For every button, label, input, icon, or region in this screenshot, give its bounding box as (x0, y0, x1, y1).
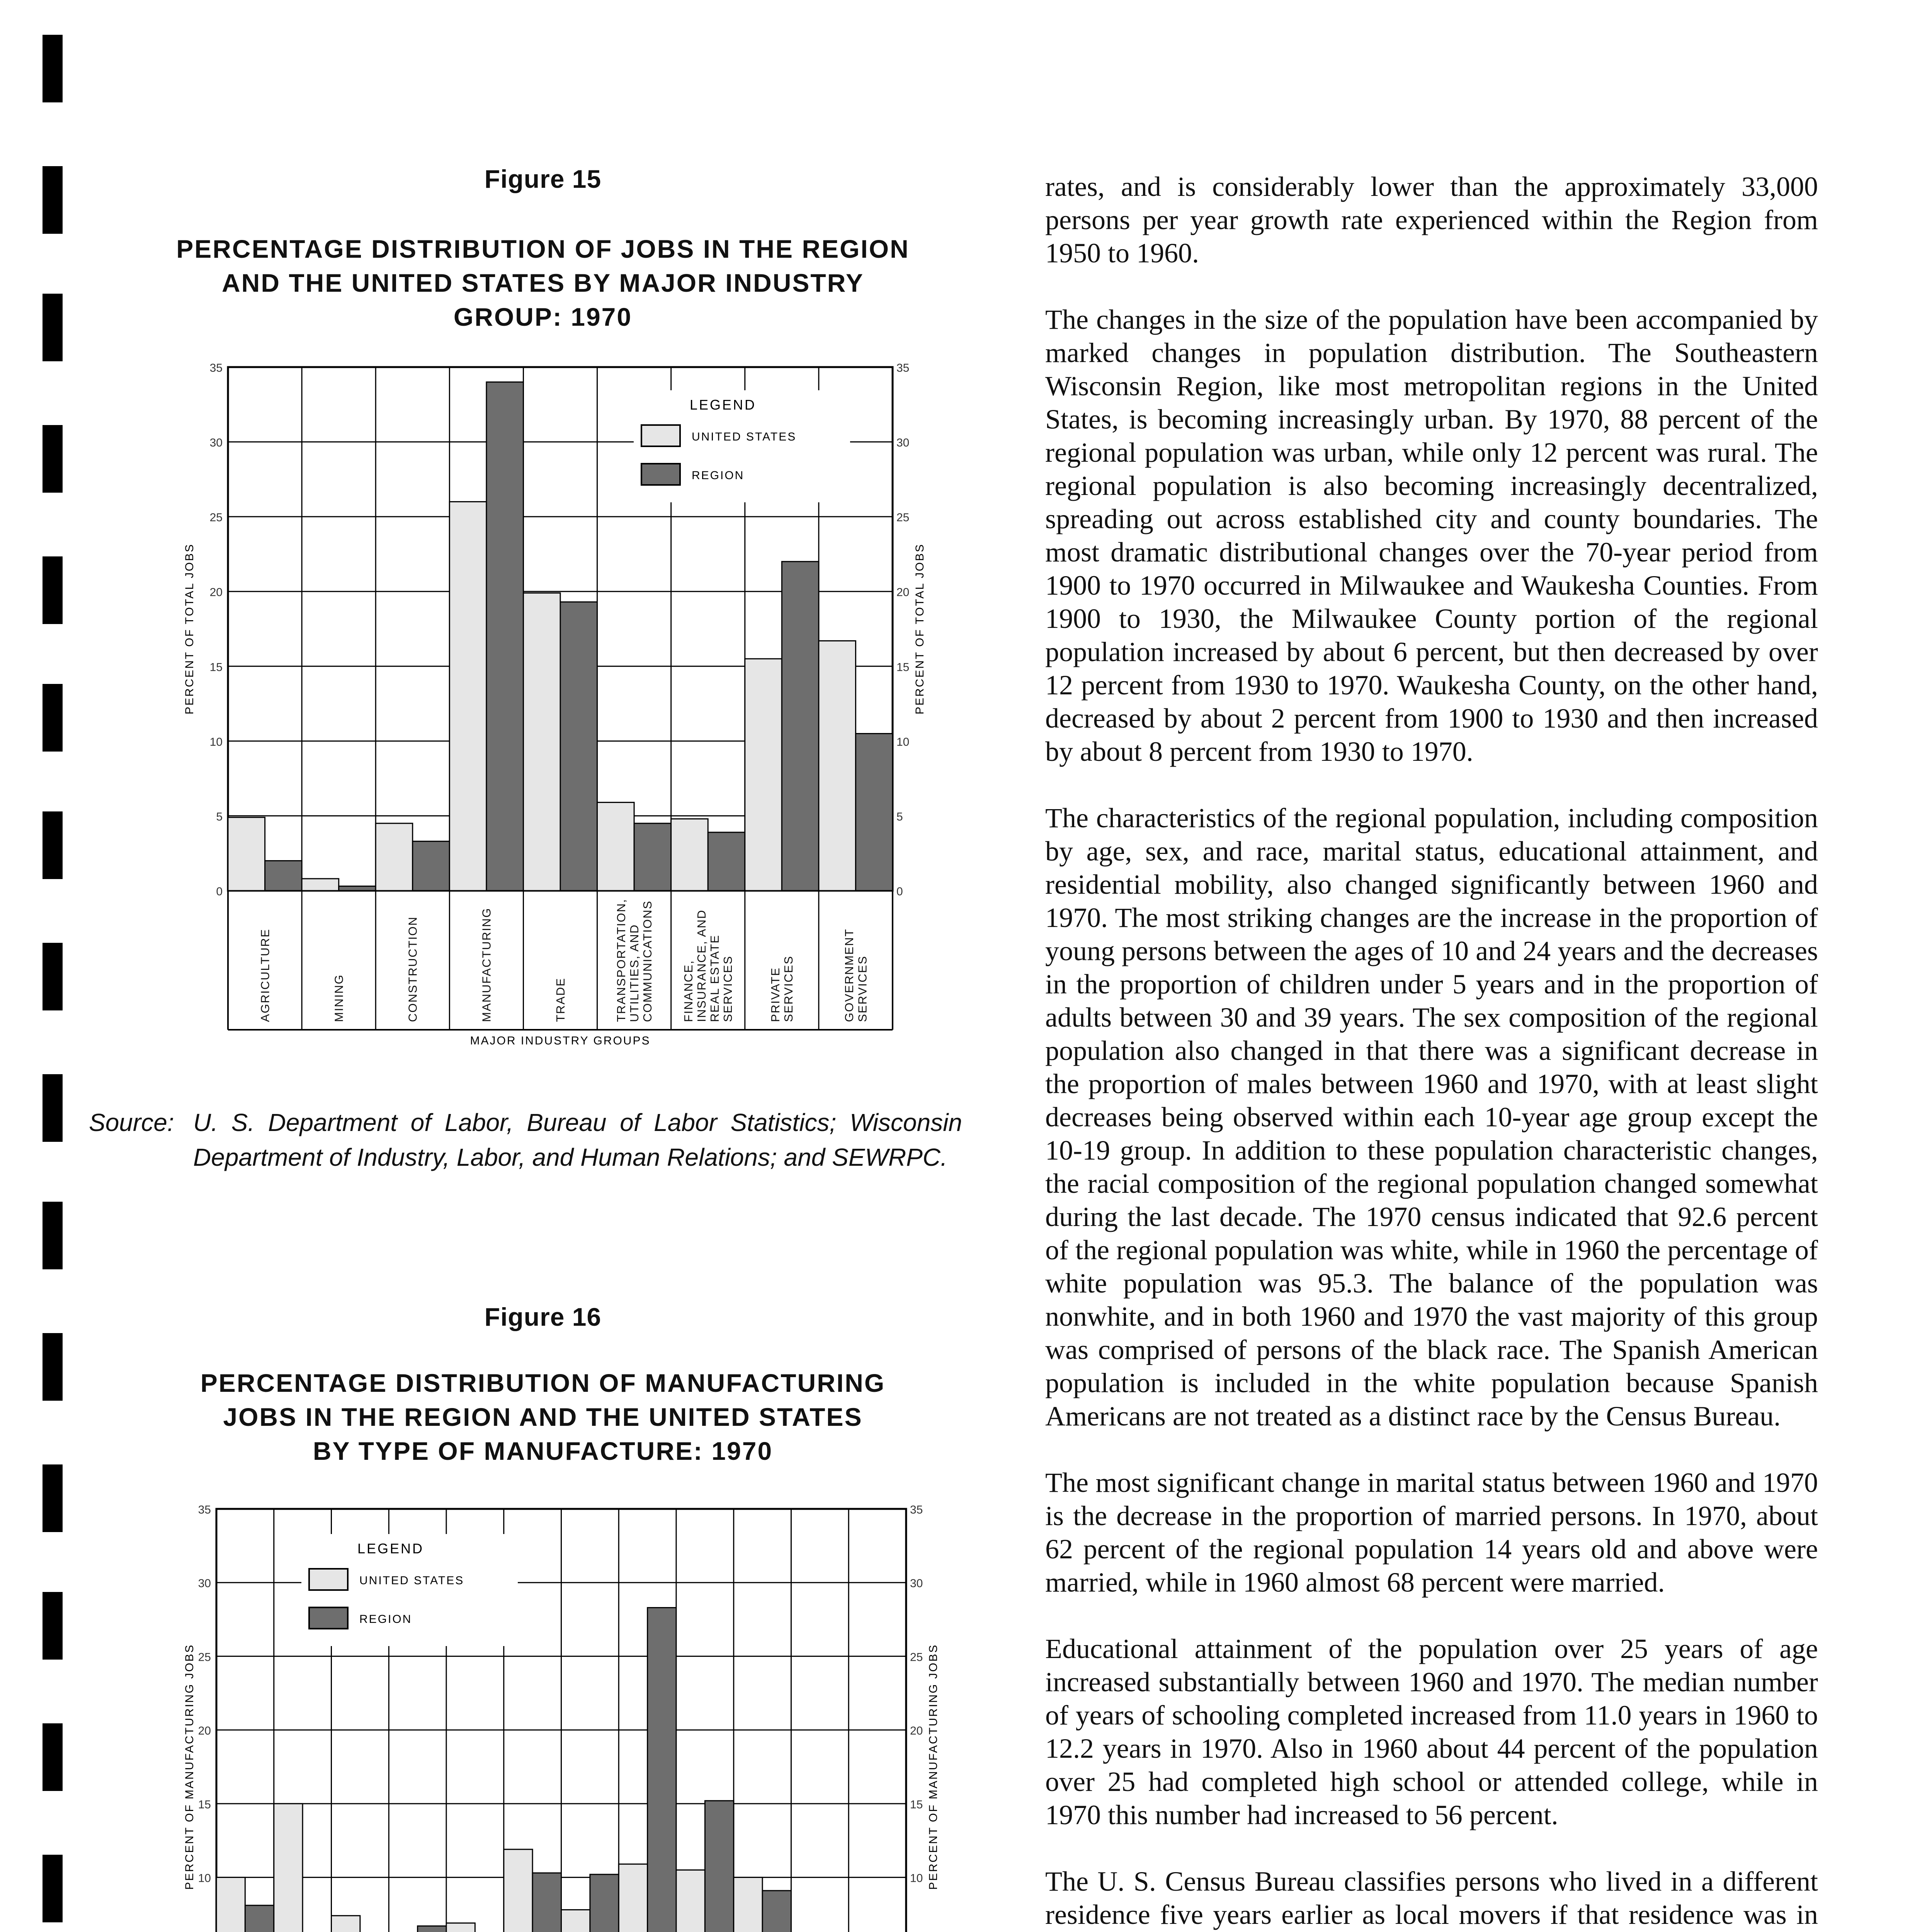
legend-label: REGION (359, 1613, 412, 1626)
bar-region (532, 1873, 561, 1932)
category-label: UTILITIES, AND (627, 924, 641, 1022)
bar-united-states (819, 641, 856, 891)
y-tick-left: 30 (209, 436, 223, 449)
bar-united-states (228, 817, 265, 891)
category-label: INSURANCE, AND (695, 909, 709, 1022)
y-tick-left: 15 (209, 661, 223, 674)
figure-15-title: PERCENTAGE DISTRIBUTION OF JOBS IN THE REGION AND THE UNITED STATES BY MAJOR INDUSTRY GROUP: 1970 (176, 235, 910, 331)
bar-region (245, 1905, 274, 1932)
y-tick-left: 10 (198, 1872, 211, 1885)
y-tick-right: 30 (896, 436, 910, 449)
bar-united-states (619, 1864, 647, 1932)
bar-region (265, 861, 302, 891)
y-axis-label-left: PERCENT OF TOTAL JOBS (183, 543, 196, 715)
category-label: REAL ESTATE (708, 934, 722, 1022)
paragraph-5: Educational attainment of the population over 25 years of age increased substantially between 1960 and 1970. The median number of years of schooling completed increased from 11.0 years in 1960 to 12.2 years in 1970. Also in 1960 about 44 percent of the population over 25 had completed high school or attended college, while in 1970 this number had increased to 56 percent. (1045, 1633, 1818, 1830)
bar-united-states (745, 659, 782, 891)
bar-region (339, 886, 376, 891)
category-label: FINANCE, (681, 960, 695, 1022)
y-tick-left: 35 (198, 1503, 211, 1516)
paragraph-1: rates, and is considerably lower than the approximately 33,000 persons per year growth rate experienced within the Region from 1950 to 1960. (1045, 171, 1818, 269)
figure-16-chart (170, 1492, 985, 1932)
bar-united-states (734, 1878, 762, 1932)
category-label: SERVICES (855, 955, 869, 1022)
category-label: TRANSPORTATION, (614, 898, 628, 1022)
bar-united-states (561, 1910, 590, 1932)
legend-swatch-united-states (309, 1569, 348, 1590)
y-axis-label-right: PERCENT OF TOTAL JOBS (913, 543, 926, 715)
binder-holes (0, 0, 116, 1932)
y-tick-left: 20 (198, 1725, 211, 1738)
bar-united-states (216, 1878, 245, 1932)
legend-swatch-united-states (641, 425, 680, 446)
category-label: SERVICES (782, 955, 796, 1022)
y-tick-right: 20 (910, 1725, 923, 1738)
bar-united-states (376, 823, 413, 891)
category-label: COMMUNICATIONS (641, 900, 655, 1022)
y-tick-right: 15 (910, 1798, 923, 1811)
bar-united-states (449, 502, 486, 891)
bar-region (648, 1608, 676, 1932)
figure-15-chart (170, 348, 985, 1074)
bar-region (413, 841, 450, 891)
paragraph-3: The characteristics of the regional population, including composition by age, sex, and race, marital status, educational attainment, and residential mobility, also changed significantly between 1960 and 1970. The most striking changes are the increase in the proportion of young persons between the ages of 10 and 24 years and the decreases in the proportion of children under 5 years and in the proportion of adults between 30 and 39 years. The sex composition of the regional population also changed in that there was a significant decrease in the proportion of males between 1960 and 1970, with at least slight decreases being observed within each 10-year age group except the 10-19 group. In addition to these population characteristic changes, the racial composition of the regional population changed somewhat during the last decade. The 1970 census indicated that 92.6 percent of the regional population was white, while in 1960 the percentage of white population was 95.3. The balance of the population was nonwhite, and in both 1960 and 1970 the vast majority of this group was comprised of persons of the black race. The Spanish American population is included in the white population because Spanish Americans are not treated as a distinct race by the Census Bureau. (1045, 803, 1818, 1432)
bar-region (762, 1891, 791, 1932)
bar-region (855, 734, 893, 891)
y-tick-right: 0 (896, 885, 903, 898)
legend-swatch-region (641, 464, 680, 485)
bar-united-states (332, 1916, 360, 1932)
paragraph-6: The U. S. Census Bureau classifies persons who lived in a different residence five years earlier as local movers if that residence was in (1045, 1866, 1818, 1930)
figure-15-source-text: U. S. Department of Labor, Bureau of Labor Statistics; Wisconsin Department of Industry, Labor, and Human Relations; and SEWRPC. (193, 1109, 962, 1171)
bar-region (705, 1801, 733, 1932)
figure-15-label: Figure 15 (484, 165, 602, 193)
category-label: TRADE (553, 977, 567, 1022)
paragraph-4: The most significant change in marital status between 1960 and 1970 is the decrease in the proportion of married persons. In 1970, about 62 percent of the regional population 14 years old and above were married, while in 1960 almost 68 percent were married. (1045, 1467, 1818, 1598)
y-tick-left: 15 (198, 1798, 211, 1811)
y-tick-right: 35 (896, 362, 910, 374)
category-label: MINING (332, 974, 346, 1022)
y-tick-left: 0 (216, 885, 223, 898)
legend-label: UNITED STATES (359, 1574, 464, 1587)
bar-region (708, 832, 745, 891)
bar-united-states (504, 1849, 532, 1932)
bar-united-states (274, 1804, 303, 1932)
body-text-column (1045, 170, 1818, 1932)
y-tick-right: 5 (896, 810, 903, 823)
bar-united-states (302, 879, 339, 891)
bar-region (418, 1926, 446, 1932)
bar-united-states (446, 1923, 475, 1932)
figure-15-source-label: Source: (89, 1109, 174, 1136)
bar-region (590, 1874, 619, 1932)
y-axis-label-right: PERCENT OF MANUFACTURING JOBS (927, 1644, 940, 1890)
category-label: SERVICES (721, 955, 735, 1022)
y-tick-right: 15 (896, 661, 910, 674)
paragraph-2: The changes in the size of the population have been accompanied by marked changes in population distribution. The Southeastern Wisconsin Region, like most metropolitan regions in the United States, is becoming increasingly urban. By 1970, 88 percent of the regional population was urban, while only 12 percent was rural. The regional population is also becoming increasingly decentralized, spreading out across established city and county boundaries. The most dramatic distributional changes over the 70-year period from 1900 to 1970 occurred in Milwaukee and Waukesha Counties. From 1900 to 1930, the Milwaukee County portion of the regional population increased by about 6 percent, but then decreased by over 12 percent from 1930 to 1970. Waukesha County, on the other hand, decreased by about 2 percent from 1900 to 1930 and then increased by about 8 percent from 1930 to 1970. (1045, 304, 1818, 767)
y-tick-left: 30 (198, 1577, 211, 1590)
bar-united-states (523, 593, 560, 891)
y-axis-label-left: PERCENT OF MANUFACTURING JOBS (183, 1644, 196, 1890)
y-tick-right: 10 (910, 1872, 923, 1885)
category-label: GOVERNMENT (842, 928, 856, 1022)
y-tick-left: 25 (198, 1651, 211, 1664)
y-tick-right: 10 (896, 735, 910, 748)
bar-united-states (597, 803, 634, 891)
legend-title: LEGEND (357, 1541, 424, 1556)
y-tick-right: 30 (910, 1577, 923, 1590)
bar-united-states (671, 819, 708, 891)
y-tick-right: 25 (896, 511, 910, 524)
y-tick-left: 10 (209, 735, 223, 748)
legend-label: UNITED STATES (692, 430, 797, 443)
legend-label: REGION (692, 469, 745, 482)
figure-15-source (89, 1105, 962, 1175)
y-tick-left: 25 (209, 511, 223, 524)
category-label: MANUFACTURING (480, 907, 493, 1022)
bar-region (634, 823, 671, 891)
x-axis-label: MAJOR INDUSTRY GROUPS (470, 1034, 651, 1047)
bar-region (560, 602, 597, 891)
y-tick-left: 5 (216, 810, 223, 823)
category-label: AGRICULTURE (258, 929, 272, 1022)
category-label: CONSTRUCTION (406, 916, 420, 1022)
y-tick-left: 35 (209, 362, 223, 374)
figure-16-title: PERCENTAGE DISTRIBUTION OF MANUFACTURING JOBS IN THE REGION AND THE UNITED STATES BY TYPE OF MANUFACTURE: 1970 (200, 1369, 886, 1465)
legend-swatch-region (309, 1607, 348, 1629)
y-tick-right: 20 (896, 586, 910, 599)
y-tick-right: 25 (910, 1651, 923, 1664)
bar-united-states (676, 1870, 705, 1932)
category-label: PRIVATE (769, 967, 782, 1022)
legend-title: LEGEND (690, 397, 757, 413)
y-tick-right: 35 (910, 1503, 923, 1516)
bar-region (782, 561, 819, 891)
figure-16-label: Figure 16 (484, 1303, 602, 1331)
bar-region (486, 382, 524, 891)
y-tick-left: 20 (209, 586, 223, 599)
